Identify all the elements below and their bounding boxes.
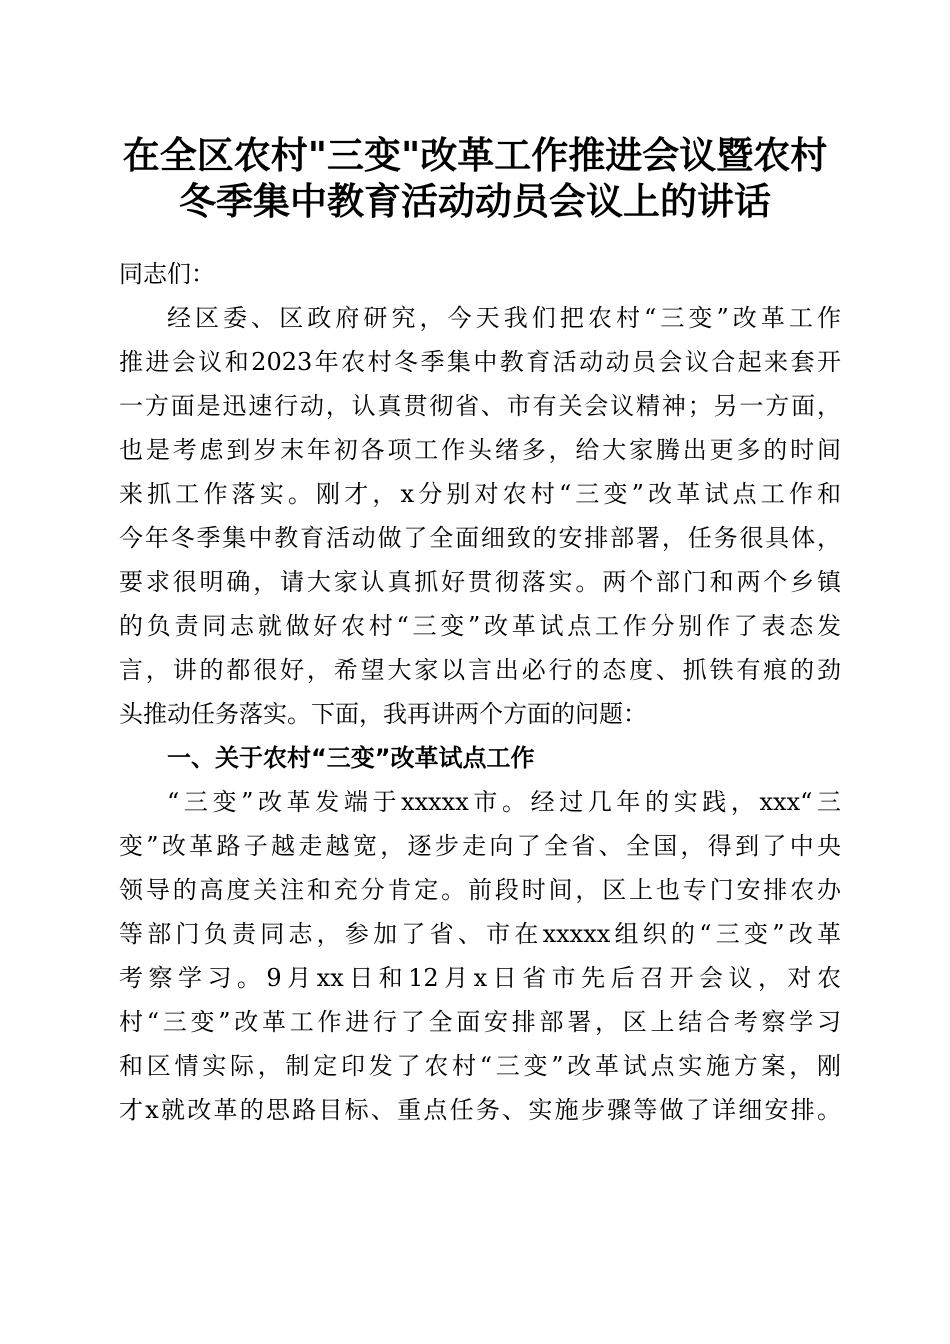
paragraph-line: 今年冬季集中教育活动做了全面细致的安排部署，任务很具体， — [119, 524, 841, 552]
paragraph-line: 考察学习。9月xx日和12月x日省市先后召开会议，对农 — [119, 964, 841, 992]
title-line-1: 在全区农村"三变"改革工作推进会议暨农村 — [122, 133, 828, 177]
document-title — [0, 132, 950, 224]
paragraph-line: 要求很明确，请大家认真抓好贯彻落实。两个部门和两个乡镇 — [119, 568, 841, 596]
paragraph-2 — [119, 780, 841, 1132]
title-line-2: 冬季集中教育活动动员会议上的讲话 — [179, 179, 771, 223]
section-heading: 一、关于农村“三变”改革试点工作 — [167, 744, 535, 772]
paragraph-line: 言，讲的都很好，希望大家以言出必行的态度、抓铁有痕的劲 — [119, 656, 841, 684]
paragraph-line: 一方面是迅速行动，认真贯彻省、市有关会议精神；另一方面， — [119, 392, 841, 420]
paragraph-line: 变”改革路子越走越宽，逐步走向了全省、全国，得到了中央 — [119, 832, 841, 860]
paragraph-line: 和区情实际，制定印发了农村“三变”改革试点实施方案，刚 — [119, 1052, 841, 1080]
paragraph-line: 经区委、区政府研究，今天我们把农村“三变”改革工作 — [167, 304, 841, 332]
paragraph-line: 来抓工作落实。刚才，x分别对农村“三变”改革试点工作和 — [119, 480, 841, 508]
document-body — [119, 252, 841, 1132]
paragraph-line: 领导的高度关注和充分肯定。前段时间，区上也专门安排农办 — [119, 876, 841, 904]
paragraph-line: “三变”改革发端于xxxxx市。经过几年的实践，xxx“三 — [167, 788, 841, 816]
paragraph-line: 等部门负责同志，参加了省、市在xxxxx组织的“三变”改革 — [119, 920, 841, 948]
salutation: 同志们： — [119, 260, 215, 288]
paragraph-line: 头推动任务落实。下面，我再讲两个方面的问题： — [119, 700, 647, 728]
paragraph-line: 推进会议和2023年农村冬季集中教育活动动员会议合起来套开 — [119, 348, 841, 376]
paragraph-line: 也是考虑到岁末年初各项工作头绪多，给大家腾出更多的时间 — [119, 436, 841, 464]
paragraph-line: 才x就改革的思路目标、重点任务、实施步骤等做了详细安排。 — [119, 1096, 841, 1124]
paragraph-1 — [119, 296, 841, 736]
paragraph-line: 的负责同志就做好农村“三变”改革试点工作分别作了表态发 — [119, 612, 841, 640]
paragraph-line: 村“三变”改革工作进行了全面安排部署，区上结合考察学习 — [119, 1008, 841, 1036]
